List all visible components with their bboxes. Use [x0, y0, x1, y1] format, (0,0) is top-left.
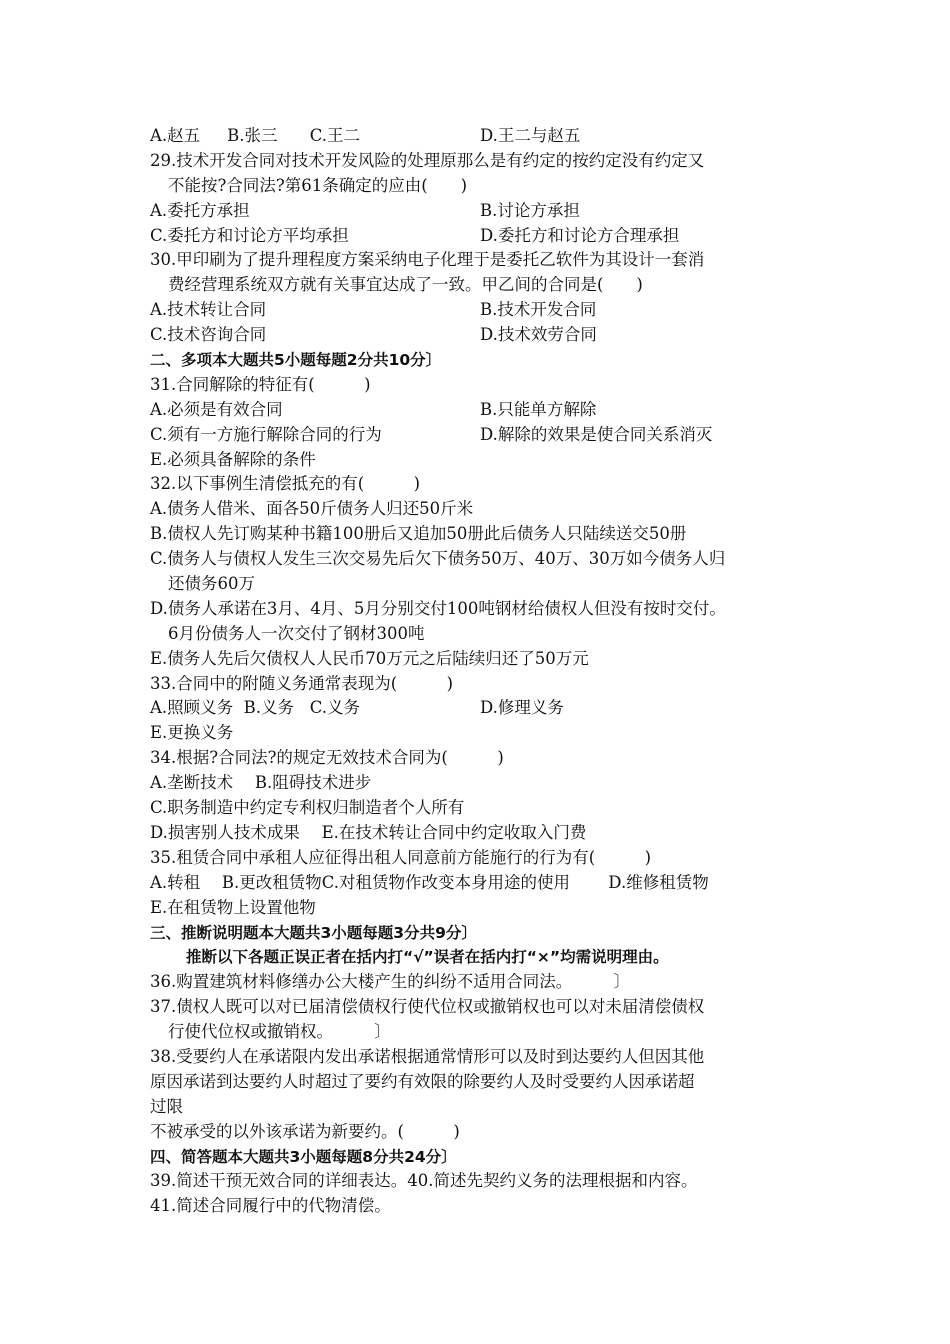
section-2-heading: 二、多项本大题共5小题每题2分共10分〕 — [150, 351, 442, 370]
q35-option-abcd: A.转租 B.更改租赁物C.对租赁物作改变本身用途的使用 D.维修租赁物 — [150, 872, 709, 892]
exam-text — [150, 124, 810, 1219]
section-3-heading: 三、推断说明题本大题共3小题每题3分共9分〕 — [150, 923, 477, 942]
q31-options-row-1 — [150, 398, 810, 423]
q29-option-c: C.委托方和讨论方平均承担 — [150, 225, 349, 245]
q32-question: 32.以下事例生清偿抵充的有( ) — [150, 474, 421, 494]
q38-statement: 38.受要约人在承诺限内发出承诺根据通常情形可以及时到达要约人但因其他 — [150, 1046, 705, 1066]
q30-options-row-1 — [150, 298, 810, 323]
q37-statement-cont: 行使代位权或撤销权。 〕 — [168, 1022, 391, 1042]
q37-statement: 37.债权人既可以对已届清偿债权行使代位权或撤销权也可以对未届清偿债权 — [150, 997, 705, 1017]
q29-option-b: B.讨论方承担 — [480, 200, 580, 220]
q29-options-row-2 — [150, 224, 810, 249]
q32-option-a: A.债务人借米、面各50斤债务人归还50斤米 — [150, 499, 474, 519]
q34-question: 34.根据?合同法?的规定无效技术合同为( ) — [150, 748, 504, 768]
q31-option-c: C.须有一方施行解除合同的行为 — [150, 424, 382, 444]
q35-question: 35.租赁合同中承租人应征得出租人同意前方能施行的行为有( ) — [150, 847, 652, 867]
q32-option-d-cont: 6月份债务人一次交付了钢材300吨 — [168, 623, 425, 643]
q33-options-row — [150, 696, 810, 721]
q38-statement-cont-1: 原因承诺到达要约人时超过了要约有效限的除要约人及时受要约人因承诺超 — [150, 1071, 695, 1091]
q28-option-abc: A.赵五 B.张三 C.王二 — [150, 126, 361, 145]
q38-statement-cont-3: 不被承受的以外该承诺为新要约。( ) — [150, 1121, 460, 1141]
q31-option-e: E.必须具备解除的条件 — [150, 449, 316, 469]
q33-option-abc: A.照顾义务 B.义务 C.义务 — [150, 698, 361, 718]
q31-option-b: B.只能单方解除 — [480, 399, 597, 419]
q28-option-d: D.王二与赵五 — [480, 126, 581, 145]
q31-question: 31.合同解除的特征有( ) — [150, 374, 371, 394]
q32-option-e: E.债务人先后欠债权人人民币70万元之后陆续归还了50万元 — [150, 648, 589, 668]
q35-option-e: E.在租赁物上设置他物 — [150, 897, 316, 917]
section-3-instructions: 推断以下各题正误正者在括内打“√”误者在括内打“×”均需说明理由。 — [186, 948, 669, 967]
q41-question: 41.简述合同履行中的代物清偿。 — [150, 1196, 391, 1216]
q30-question-cont: 费经营理系统双方就有关事宜达成了一致。甲乙间的合同是( ) — [168, 275, 643, 295]
q33-question: 33.合同中的附随义务通常表现为( ) — [150, 673, 454, 693]
q34-option-c: C.职务制造中约定专利权归制造者个人所有 — [150, 798, 465, 818]
q31-option-a: A.必须是有效合同 — [150, 399, 283, 419]
q28-options-row — [150, 124, 810, 149]
q30-option-a: A.技术转让合同 — [150, 300, 267, 320]
q30-option-b: B.技术开发合同 — [480, 300, 597, 320]
q34-option-ab: A.垄断技术 B.阻碍技术进步 — [150, 773, 372, 793]
q36-statement: 36.购置建筑材料修缮办公大楼产生的纠纷不适用合同法。 〕 — [150, 972, 630, 992]
q32-option-c-cont: 还债务60万 — [168, 574, 255, 594]
q29-option-a: A.委托方承担 — [150, 200, 250, 220]
q30-options-row-2 — [150, 323, 810, 348]
q30-question: 30.甲印刷为了提升理程度方案采纳电子化理于是委托乙软件为其设计一套消 — [150, 250, 705, 270]
q30-option-c: C.技术咨询合同 — [150, 325, 267, 345]
q31-option-d: D.解除的效果是使合同关系消灭 — [480, 424, 713, 444]
q39-q40-questions: 39.简述干预无效合同的详细表达。40.简述先契约义务的法理根据和内容。 — [150, 1171, 698, 1191]
q29-question-cont: 不能按?合同法?第61条确定的应由( ) — [168, 175, 468, 195]
q32-option-d: D.债务人承诺在3月、4月、5月分别交付100吨钢材给债权人但没有按时交付。 — [150, 598, 726, 618]
q32-option-b: B.债权人先订购某种书籍100册后又追加50册此后债务人只陆续送交50册 — [150, 524, 687, 544]
q31-options-row-2 — [150, 423, 810, 448]
q29-options-row-1 — [150, 199, 810, 224]
q29-question: 29.技术开发合同对技术开发风险的处理原那么是有约定的按约定没有约定又 — [150, 150, 705, 170]
q30-option-d: D.技术效劳合同 — [480, 325, 597, 345]
section-4-heading: 四、简答题本大题共3小题每题8分共24分〕 — [150, 1147, 457, 1166]
q34-option-de: D.损害别人技术成果 E.在技术转让合同中约定收取入门费 — [150, 822, 587, 842]
q38-statement-cont-2: 过限 — [150, 1096, 183, 1116]
q29-option-d: D.委托方和讨论方合理承担 — [480, 225, 680, 245]
q33-option-d: D.修理义务 — [480, 698, 564, 718]
q33-option-e: E.更换义务 — [150, 723, 234, 743]
q32-option-c: C.债务人与债权人发生三次交易先后欠下债务50万、40万、30万如今债务人归 — [150, 549, 726, 569]
